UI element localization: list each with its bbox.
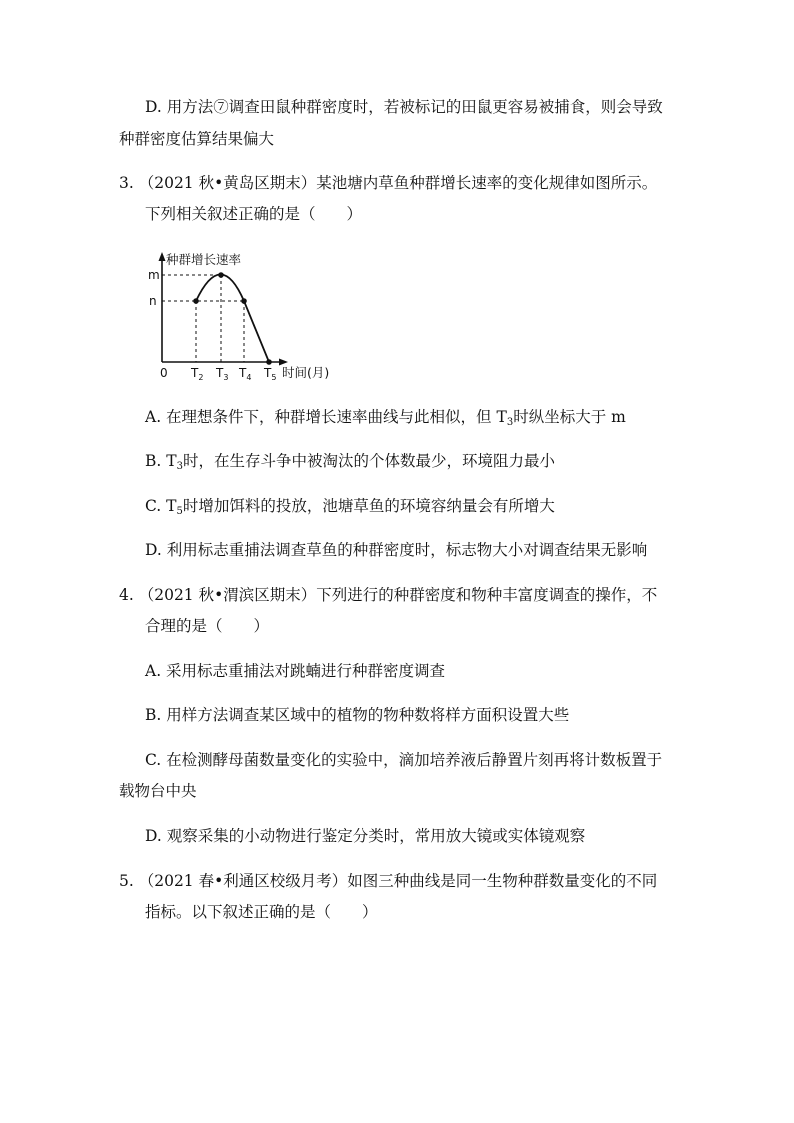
q4-option-b: B. 用样方法调查某区域中的植物的物种数将样方面积设置大些 xyxy=(145,706,570,724)
q2-option-d-line2: 种群密度估算结果偏大 xyxy=(119,130,275,148)
x-axis-label: 时间(月) xyxy=(282,365,330,380)
q2-option-d-line1: D. 用方法⑦调查田鼠种群密度时，若被标记的田鼠更容易被捕食，则会导致 xyxy=(145,98,663,116)
point-t2 xyxy=(193,298,199,304)
y-tick-n: n xyxy=(149,294,157,308)
x-tick-t3: $T_3$ xyxy=(216,366,229,382)
q3-option-b: B. $T_3$时，在生存斗争中被淘汰的个体数最少，环境阻力最小 xyxy=(145,452,555,472)
x-tick-t4: $T_4$ xyxy=(239,366,252,382)
q3-option-d: D. 利用标志重捕法调查草鱼的种群密度时，标志物大小对调查结果无影响 xyxy=(145,541,648,559)
x-tick-t5: $T_5$ xyxy=(264,366,277,382)
growth-rate-figure xyxy=(146,250,346,385)
point-t5 xyxy=(266,359,272,365)
y-axis-arrow xyxy=(159,252,166,261)
q3-stem-line2: 下列相关叙述正确的是（ ） xyxy=(145,205,363,223)
origin-label: 0 xyxy=(160,366,168,380)
q3-option-a: A. 在理想条件下，种群增长速率曲线与此相似，但 $T_3$时纵坐标大于 m xyxy=(145,408,626,428)
point-t3 xyxy=(218,272,224,278)
q5-stem-line1: 5. （2021 春•利通区校级月考）如图三种曲线是同一生物种群数量变化的不同 xyxy=(119,872,658,890)
q4-stem-line2: 合理的是（ ） xyxy=(145,617,270,635)
q4-option-c-line1: C. 在检测酵母菌数量变化的实验中，滴加培养液后静置片刻再将计数板置于 xyxy=(145,751,663,769)
q4-stem-line1: 4. （2021 秋•渭滨区期末）下列进行的种群密度和物种丰富度调查的操作，不 xyxy=(119,586,658,604)
y-axis-label: 种群增长速率 xyxy=(166,252,242,267)
growth-curve xyxy=(196,275,269,363)
q4-option-d: D. 观察采集的小动物进行鉴定分类时，常用放大镜或实体镜观察 xyxy=(145,827,586,845)
q4-option-a: A. 采用标志重捕法对跳蝻进行种群密度调查 xyxy=(145,662,446,680)
x-tick-t2: $T_2$ xyxy=(191,366,204,382)
point-t4 xyxy=(241,298,247,304)
q3-stem-line1: 3. （2021 秋•黄岛区期末）某池塘内草鱼种群增长速率的变化规律如图所示。 xyxy=(119,174,658,192)
y-tick-m: m xyxy=(148,268,160,282)
q5-stem-line2: 指标。以下叙述正确的是（ ） xyxy=(145,903,378,921)
q3-option-c: C. $T_5$时增加饵料的投放，池塘草鱼的环境容纳量会有所增大 xyxy=(145,497,555,517)
q4-option-c-line2: 载物台中央 xyxy=(119,782,197,800)
